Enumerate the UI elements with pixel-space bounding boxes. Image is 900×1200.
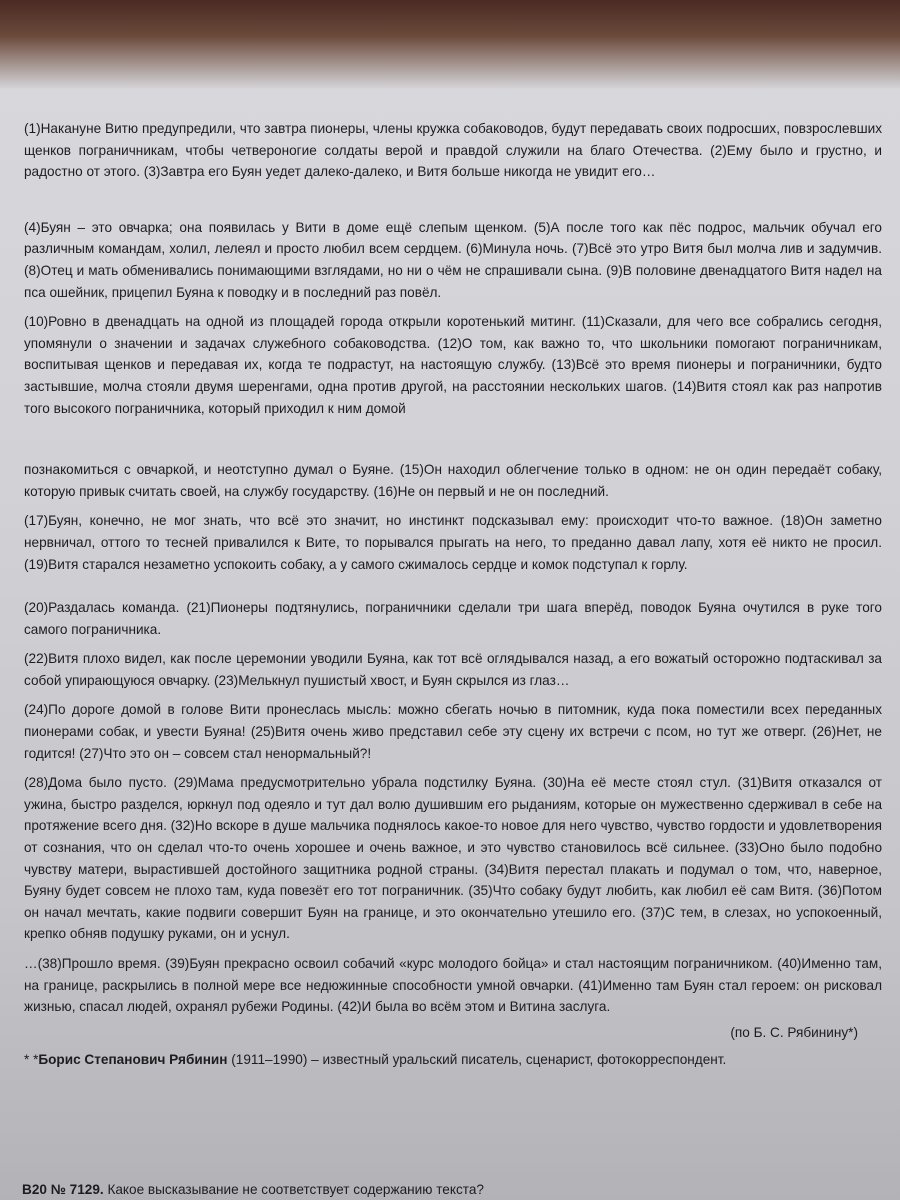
task-number: B20 № 7129.	[22, 1182, 104, 1197]
paragraph-4: познакомиться с овчаркой, и неотступно думал о Буяне. (15)Он находил облегчение только в одном: не он один передаёт собаку, которую привык считать своей, на службу государству. (16)Не он первый и не он последний.	[24, 462, 882, 499]
text-body	[24, 118, 882, 1071]
paragraph-3: (10)Ровно в двенадцать на одной из площадей города открыли коротенький митинг. (11)Сказали, для чего все собрались сегодня, упомянули о значении и задачах служебного собаководства. (12)О том, как важно то, что школьники помогают пограничникам, воспитывая щенков и передавая их, когда те подрастут, на настоящую службу. (13)Всё это время пионеры и пограничники, будто застывшие, молча стояли двумя шеренгами, одна против другой, на расстоянии нескольких шагов. (14)Витя стоял как раз напротив того высокого пограничника, который приходил к ним домой	[24, 314, 882, 416]
paragraph-6: (20)Раздалась команда. (21)Пионеры подтянулись, пограничники сделали три шага вперёд, поводок Буяна очутился в руке того самого пограничника.	[24, 600, 882, 637]
paragraph-9: (28)Дома было пусто. (29)Мама предусмотрительно убрала подстилку Буяна. (30)На её месте стоял стул. (31)Витя отказался от ужина, быстро разделся, юркнул под одеяло и тут дал волю душившим его рыданиям, которые он мужественно сдерживал в себе на протяжение всего дня. (32)Но вскоре в душе мальчика поднялось какое-то новое для него чувство, чувство гордости и удовлетворения от сознания, что он сделал что-то очень хорошее и очень важное, и это чувство становилось всё сильнее. (33)Оно было подобно чувству матери, вырастившей достойного защитника родной страны. (34)Витя перестал плакать и подумал о том, что, наверное, Буяну будет совсем не плохо там, куда повезёт его тот пограничник. (35)Что собаку будут любить, как любил её сам Витя. (36)Потом он начал мечтать, какие подвиги совершит Буян на границе, и это окончательно утешило его. (37)С тем, в слезах, но успокоенный, крепко обняв подушку руками, он и уснул.	[24, 775, 882, 942]
paragraph-2: (4)Буян – это овчарка; она появилась у Вити в доме ещё слепым щенком. (5)А после того как пёс подрос, мальчик обучал его различным командам, холил, лелеял и просто любил всем сердцем. (6)Минула ночь. (7)Всё это утро Витя был молча лив и задумчив. (8)Отец и мать обменивались понимающими взглядами, но ни о чём не спрашивали сына. (9)В половине двенадцатого Витя надел на пса ошейник, прицепил Буяна к поводку и в последний раз повёл.	[24, 219, 882, 300]
footnote-marker: * *	[24, 1052, 39, 1068]
background-edge	[0, 0, 900, 90]
footnote-author-name: Борис Степанович Рябинин	[38, 1052, 228, 1068]
task-text: Какое высказывание не соответствует содержанию текста?	[103, 1182, 484, 1197]
paragraph-10: …(38)Прошло время. (39)Буян прекрасно освоил собачий «курс молодого бойца» и стал настоящим пограничником. (40)Именно там, на границе, раскрылись в полной мере все недюжинные способности умной овчарки. (41)Именно там Буян стал героем: он рисковал жизнью, спасал людей, охранял рубежи Родины. (42)И была во всём этом и Витина заслуга.	[24, 956, 882, 1015]
paragraph-5: (17)Буян, конечно, не мог знать, что всё это значит, но инстинкт подсказывал ему: происходит что-то важное. (18)Он заметно нервничал, оттого то тесней привалился к Вите, то порывался прыгать на него, то преданно давал лапу, хотя её никто не просил. (19)Витя старался незаметно успокоить собаку, а у самого сжималось сердце и комок подступал к горлу.	[24, 513, 882, 572]
paragraph-1: (1)Накануне Витю предупредили, что завтра пионеры, члены кружка собаководов, будут передавать своих подросших, повзрослевших щенков пограничникам, чтобы четвероногие солдаты верой и правдой служили на благо Отечества. (2)Ему было и грустно, и радостно от этого. (3)Завтра его Буян уедет далеко-далеко, и Витя больше никогда не увидит его…	[24, 121, 882, 180]
paragraph-8: (24)По дороге домой в голове Вити пронеслась мысль: можно сбегать ночью в питомник, куда пока поместили всех переданных пионерами собак, и увести Буяна! (25)Витя очень живо представил себе эту сцену их встречи с псом, но тут же отверг. (26)Нет, не годится! (27)Что это он – совсем стал ненормальный?!	[24, 702, 882, 761]
footnote	[24, 1049, 882, 1071]
paragraph-7: (22)Витя плохо видел, как после церемонии уводили Буяна, как тот всё оглядывался назад, а его вожатый осторожно подтаскивал за собой упирающуюся овчарку. (23)Мелькнул пушистый хвост, и Буян скрылся из глаз…	[24, 651, 882, 688]
attribution: (по Б. С. Рябинину*)	[730, 1024, 858, 1040]
footnote-details: (1911–1990) – известный уральский писатель, сценарист, фотокорреспондент.	[227, 1052, 727, 1068]
task-question	[22, 1182, 882, 1197]
